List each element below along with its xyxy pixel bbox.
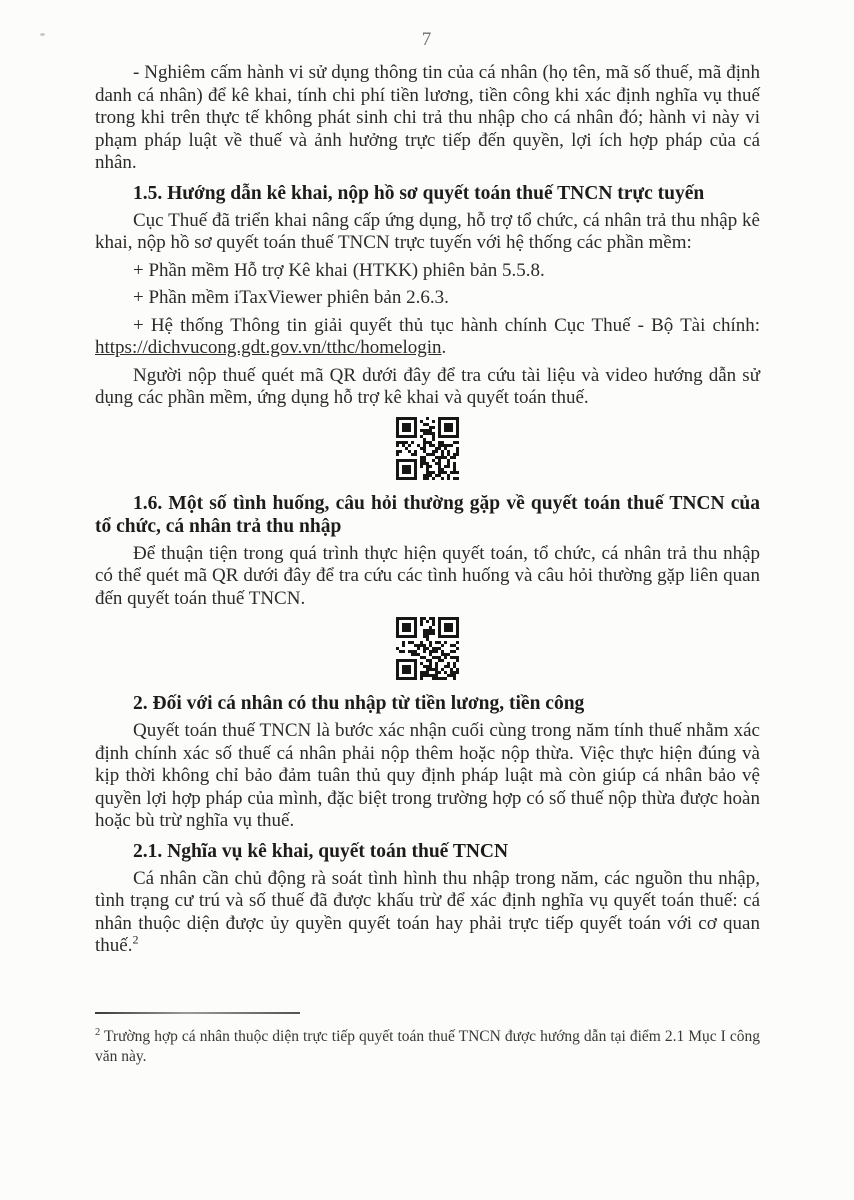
footnote-reference: 2 — [132, 932, 139, 947]
portal-text-suffix: . — [441, 337, 447, 358]
paragraph-2-body: Quyết toán thuế TNCN là bước xác nhận cuối cùng trong năm tính thuế nhằm xác định chính xác số thuế cá nhân phải nộp thêm hoặc nộp thừa. Việc thực hiện đúng và kịp thời không chỉ bảo đảm tuân thủ quy định pháp luật mà còn giúp cá nhân bảo vệ quyền lợi hợp pháp của mình, đặc biệt trong trường hợp có số thuế nộp thừa được hoàn hoặc bù trừ nghĩa vụ thuế. — [95, 720, 760, 831]
paragraph-qr-software-intro: Người nộp thuế quét mã QR dưới đây để tra cứu tài liệu và video hướng dẫn sử dụng các phần mềm, ứng dụng hỗ trợ kê khai và quyết toán thuế. — [95, 364, 760, 408]
scan-artifact — [40, 33, 45, 36]
list-item-htkk: + Phần mềm Hỗ trợ Kê khai (HTKK) phiên bản 5.5.8. — [133, 259, 545, 281]
list-item-itaxviewer: + Phần mềm iTaxViewer phiên bản 2.6.3. — [133, 287, 449, 308]
heading-section-1-6: 1.6. Một số tình huống, câu hỏi thường gặp về quyết toán thuế TNCN của tổ chức, cá nhân trả thu nhập — [95, 492, 760, 537]
qr-code-software-guide-icon — [95, 417, 760, 485]
page-number: 7 — [421, 29, 433, 50]
document-body — [95, 62, 760, 958]
paragraph-prohibition: - Nghiêm cấm hành vi sử dụng thông tin của cá nhân (họ tên, mã số thuế, mã định danh cá nhân) để kê khai, tính chi phí tiền lương, tiền công khi xác định nghĩa vụ thuế trong khi trên thực tế không phát sinh chi trả thu nhập cho cá nhân đó; hành vi này vi phạm pháp luật về thuế và ảnh hưởng trực tiếp đến quyền, lợi ích hợp pháp của cá nhân. — [95, 62, 760, 173]
portal-link[interactable]: https://dichvucong.gdt.gov.vn/tthc/homelogin — [95, 337, 442, 358]
qr-code-software-guide — [396, 417, 459, 480]
footnote-text — [95, 1023, 760, 1066]
qr-code-faq — [396, 617, 459, 680]
paragraph-1-6-intro: Để thuận tiện trong quá trình thực hiện quyết toán, tổ chức, cá nhân trả thu nhập có thể quét mã QR dưới đây để tra cứu các tình huống và câu hỏi thường gặp liên quan đến quyết toán thuế TNCN. — [95, 542, 760, 609]
footnote-block — [95, 1012, 760, 1066]
portal-text: + Hệ thống Thông tin giải quyết thủ tục hành chính Cục Thuế - Bộ Tài chính: — [133, 314, 760, 336]
paragraph-1-5-intro: Cục Thuế đã triển khai nâng cấp ứng dụng, hỗ trợ tổ chức, cá nhân trả thu nhập kê khai, nộp hồ sơ quyết toán thuế TNCN trực tuyến với hệ thống các phần mềm: — [95, 209, 760, 253]
footnote-marker: 2 — [95, 1027, 101, 1038]
footnote-body: Trường hợp cá nhân thuộc diện trực tiếp quyết toán thuế TNCN được hướng dẫn tại điểm 2.1 Mục I công văn này. — [95, 1028, 760, 1065]
paragraph-2-1-text: Cá nhân cần chủ động rà soát tình hình thu nhập trong năm, các nguồn thu nhập, tình trạng cư trú và số thuế đã được khấu trừ để xác định nghĩa vụ quyết toán thuế: cá nhân thuộc diện được ủy quyền quyết toán hay phải trực tiếp quyết toán với cơ quan thuế. — [95, 867, 760, 956]
qr-code-faq-icon — [95, 617, 760, 685]
heading-section-1-5: 1.5. Hướng dẫn kê khai, nộp hồ sơ quyết toán thuế TNCN trực tuyến — [133, 182, 705, 204]
heading-section-2-1: 2.1. Nghĩa vụ kê khai, quyết toán thuế TNCN — [133, 840, 509, 862]
paragraph-2-1-body — [95, 868, 760, 958]
footnote-separator — [95, 1012, 300, 1014]
heading-section-2: 2. Đối với cá nhân có thu nhập từ tiền lương, tiền công — [133, 693, 585, 714]
list-item-portal — [95, 315, 760, 360]
